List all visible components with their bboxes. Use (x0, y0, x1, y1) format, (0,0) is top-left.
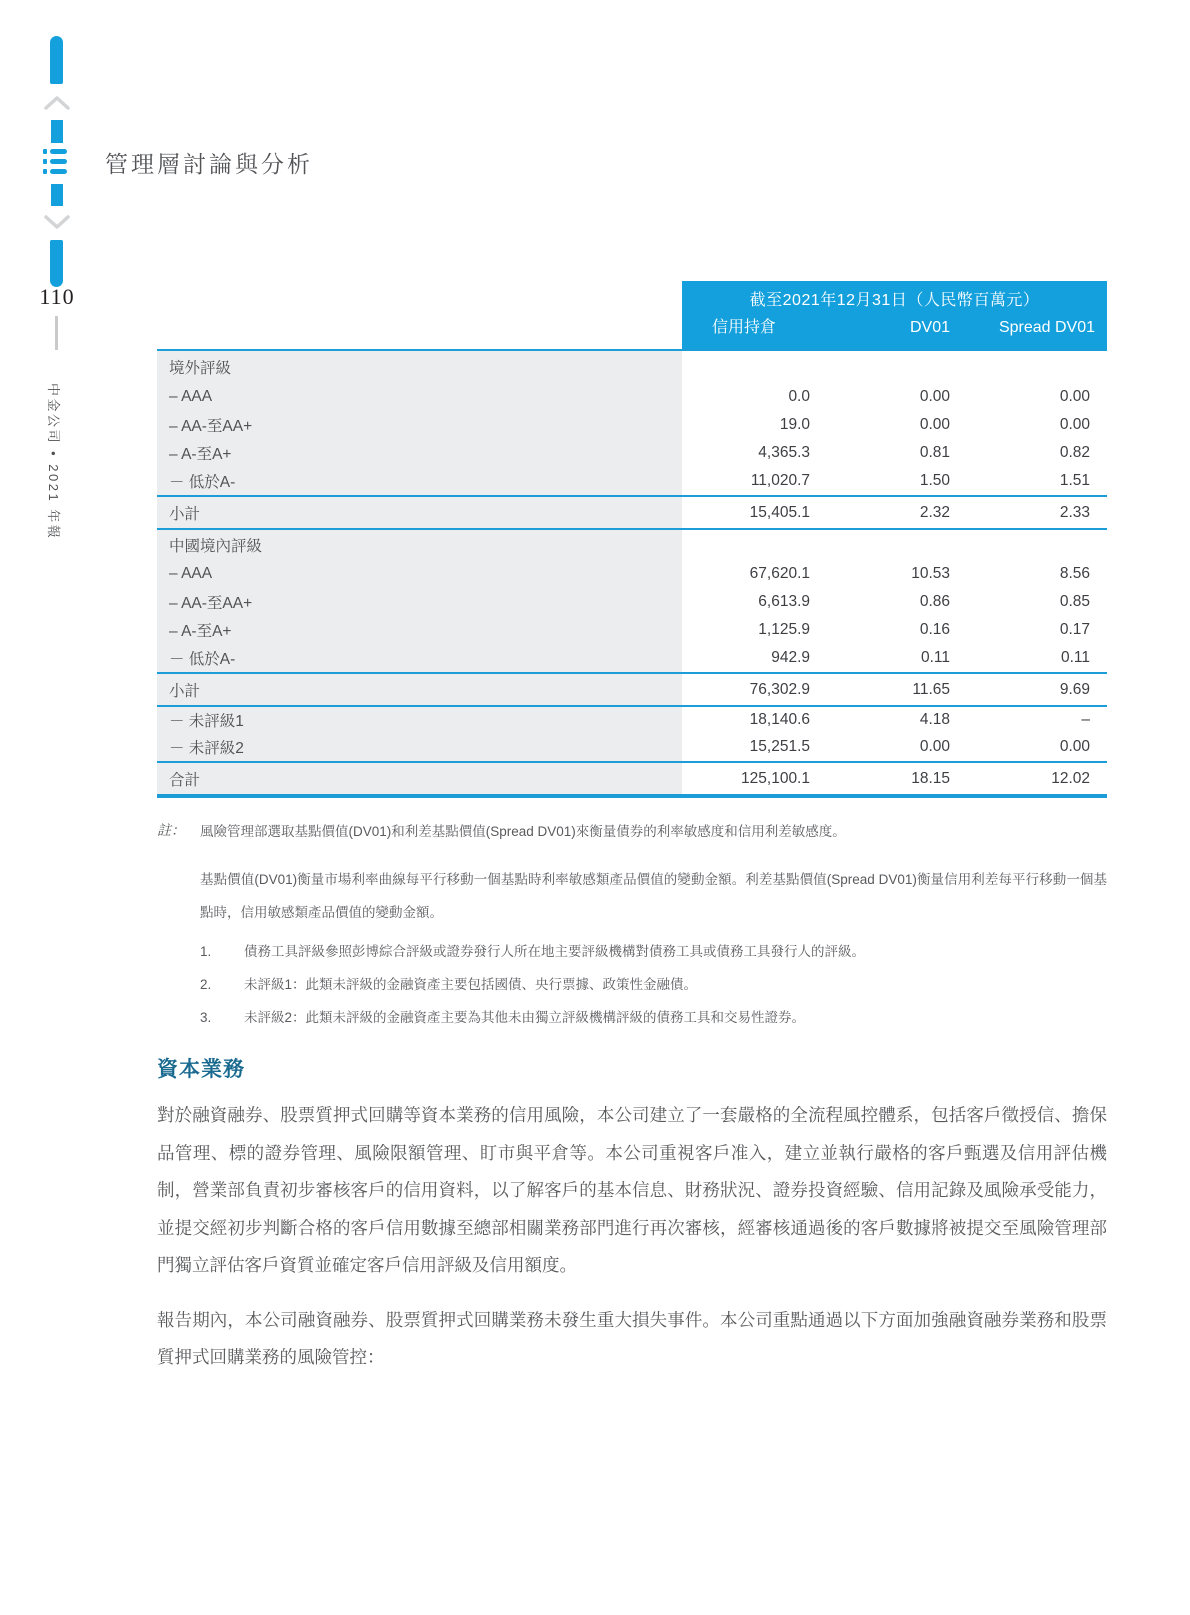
cell-spread-dv01: 0.17 (1059, 621, 1090, 638)
cell-dv01: 10.53 (911, 565, 950, 582)
table-row (157, 705, 1107, 733)
cell-spread-dv01 (958, 530, 1107, 560)
page-title: 管理層討論與分析 (105, 152, 313, 177)
note-item (200, 1008, 1107, 1028)
note-label: 註： (157, 824, 185, 839)
table-row (157, 467, 1107, 495)
note-item-number: 1. (200, 944, 212, 959)
row-label: – AA-至AA+ (157, 588, 682, 616)
cell-credit-position: 1,125.9 (758, 621, 810, 638)
row-label: － 未評級1 (157, 707, 682, 733)
cell-spread-dv01: – (1081, 711, 1090, 728)
table-row (157, 383, 1107, 411)
col-header-credit-position: 信用持倉 (712, 319, 777, 336)
table-row (157, 644, 1107, 672)
row-label: － 低於A- (157, 467, 682, 495)
row-label: – AAA (157, 560, 682, 588)
cell-spread-dv01: 0.82 (1059, 444, 1090, 461)
table-row (157, 560, 1107, 588)
row-label: 境外評級 (157, 351, 682, 383)
table-column-headers (682, 316, 1107, 340)
table-row-subtotal (157, 495, 1107, 528)
cell-spread-dv01: 0.00 (1059, 738, 1090, 755)
note-item-text: 未評級2：此類未評級的金融資產主要為其他未由獨立評級機構評級的債務工具和交易性證券。 (244, 1010, 806, 1025)
table-header-bluebox (682, 281, 1107, 349)
cell-dv01: 11.65 (912, 680, 950, 698)
cell-dv01: 0.81 (919, 444, 950, 461)
cell-dv01: 18.15 (911, 769, 950, 787)
list-menu-icon (43, 149, 67, 177)
cell-dv01: 0.11 (920, 649, 950, 666)
row-label: 小計 (157, 497, 682, 528)
row-label: 合計 (157, 763, 682, 794)
body-paragraph-1: 對於融資融券、股票質押式回購等資本業務的信用風險，本公司建立了一套嚴格的全流程風控體系，包括客戶徵授信、擔保品管理、標的證券管理、風險限額管理、盯市與平倉等。本公司重視客戶准入，建立並執行嚴格的客戶甄選及信用評估機制，營業部負責初步審核客戶的信用資料，以了解客戶的基本信息、財務狀況、證券投資經驗、信用記錄及風險承受能力，並提交經初步判斷合格的客戶信用數據至總部相關業務部門進行再次審核，經審核通過後的客戶數據將被提交至風險管理部門獨立評估客戶資質並確定客戶信用評級及信用額度。 (157, 1105, 1107, 1275)
note-item (200, 942, 1107, 962)
table-row (157, 528, 1107, 560)
table-row (157, 588, 1107, 616)
cell-dv01 (818, 351, 958, 383)
table-notes (157, 822, 1107, 1028)
cell-credit-position (682, 530, 818, 560)
cell-credit-position: 4,365.3 (758, 444, 810, 461)
note-intro: 風險管理部選取基點價值(DV01)和利差基點價值(Spread DV01)來衡量債券的利率敏感度和信用利差敏感度。 (200, 824, 846, 839)
table-row-total (157, 761, 1107, 794)
rail-bar-bottom (50, 240, 63, 287)
body-paragraph-2: 報告期內，本公司融資融券、股票質押式回購業務未發生重大損失事件。本公司重點通過以下方面加強融資融券業務和股票質押式回購業務的風險管控： (157, 1309, 1107, 1367)
cell-dv01 (818, 530, 958, 560)
cell-credit-position: 15,405.1 (749, 503, 810, 521)
cell-spread-dv01: 0.11 (1060, 649, 1090, 666)
cell-credit-position: 6,613.9 (758, 593, 810, 610)
row-label: – A-至A+ (157, 439, 682, 467)
cell-credit-position: 67,620.1 (749, 565, 810, 582)
section-heading-capital-business: 資本業務 (157, 1058, 245, 1081)
cell-credit-position: 125,100.1 (741, 769, 810, 787)
row-label: － 未評級2 (157, 733, 682, 761)
cell-credit-position: 18,140.6 (749, 711, 810, 728)
cell-credit-position: 0.0 (788, 388, 810, 405)
table-row-subtotal (157, 672, 1107, 705)
note-item-text: 未評級1：此類未評級的金融資產主要包括國債、央行票據、政策性金融債。 (244, 977, 698, 992)
cell-credit-position: 942.9 (771, 649, 810, 666)
cell-credit-position: 15,251.5 (749, 738, 810, 755)
cell-spread-dv01: 12.02 (1051, 769, 1090, 787)
note-paragraph: 基點價值(DV01)衡量市場利率曲線每平行移動一個基點時利率敏感類產品價值的變動金額。利差基點價值(Spread DV01)衡量信用利差每平行移動一個基點時，信用敏感類產品價值的變動金額。 (200, 872, 1107, 920)
row-label: – A-至A+ (157, 616, 682, 644)
table-row (157, 733, 1107, 761)
cell-dv01: 0.16 (919, 621, 950, 638)
chevron-up-icon (43, 94, 71, 117)
cell-dv01: 4.18 (919, 711, 950, 728)
table-header (157, 281, 1107, 349)
table-body (157, 349, 1107, 798)
cell-dv01: 1.50 (919, 472, 950, 489)
cell-dv01: 0.00 (919, 738, 950, 755)
cell-credit-position (682, 351, 818, 383)
cell-spread-dv01: 0.00 (1059, 388, 1090, 405)
cell-spread-dv01: 8.56 (1059, 565, 1090, 582)
credit-rating-table (157, 281, 1107, 798)
cell-credit-position: 11,020.7 (750, 472, 810, 489)
cell-dv01: 0.00 (919, 388, 950, 405)
row-label: 中國境內評級 (157, 530, 682, 560)
row-label: 小計 (157, 674, 682, 705)
table-row (157, 351, 1107, 383)
cell-spread-dv01: 1.51 (1059, 472, 1090, 489)
cell-dv01: 0.00 (919, 416, 950, 433)
chevron-down-icon (43, 213, 71, 236)
cell-credit-position: 19.0 (779, 416, 810, 433)
row-label: – AAA (157, 383, 682, 411)
cell-spread-dv01: 0.85 (1059, 593, 1090, 610)
row-label: － 低於A- (157, 644, 682, 672)
table-row (157, 411, 1107, 439)
cell-spread-dv01 (958, 351, 1107, 383)
rail-bar-small-2 (51, 184, 63, 206)
side-vertical-text: 中金公司 • 2021 年報 (46, 383, 61, 541)
note-item (200, 975, 1107, 995)
page-number-rule (55, 316, 58, 350)
main-content (157, 281, 1107, 1377)
col-header-dv01: DV01 (909, 319, 950, 336)
rail-bar-small-1 (51, 120, 63, 143)
note-item-text: 債務工具評級參照彭博綜合評級或證券發行人所在地主要評級機構對債務工具或債務工具發行人的評級。 (244, 944, 865, 959)
note-item-number: 3. (200, 1010, 212, 1025)
note-item-number: 2. (200, 977, 212, 992)
page-number: 110 (39, 284, 75, 309)
cell-spread-dv01: 2.33 (1059, 503, 1090, 521)
cell-credit-position: 76,302.9 (749, 680, 810, 698)
table-row (157, 439, 1107, 467)
col-header-spread-dv01: Spread DV01 (998, 319, 1095, 336)
row-label: – AA-至AA+ (157, 411, 682, 439)
cell-dv01: 0.86 (919, 593, 950, 610)
cell-spread-dv01: 0.00 (1059, 416, 1090, 433)
table-row (157, 616, 1107, 644)
cell-spread-dv01: 9.69 (1059, 680, 1090, 698)
table-header-spacer (157, 281, 682, 349)
cell-dv01: 2.32 (919, 503, 950, 521)
rail-bar-top (50, 36, 63, 84)
table-title: 截至2021年12月31日（人民幣百萬元） (749, 292, 1040, 309)
side-rail (0, 0, 100, 700)
